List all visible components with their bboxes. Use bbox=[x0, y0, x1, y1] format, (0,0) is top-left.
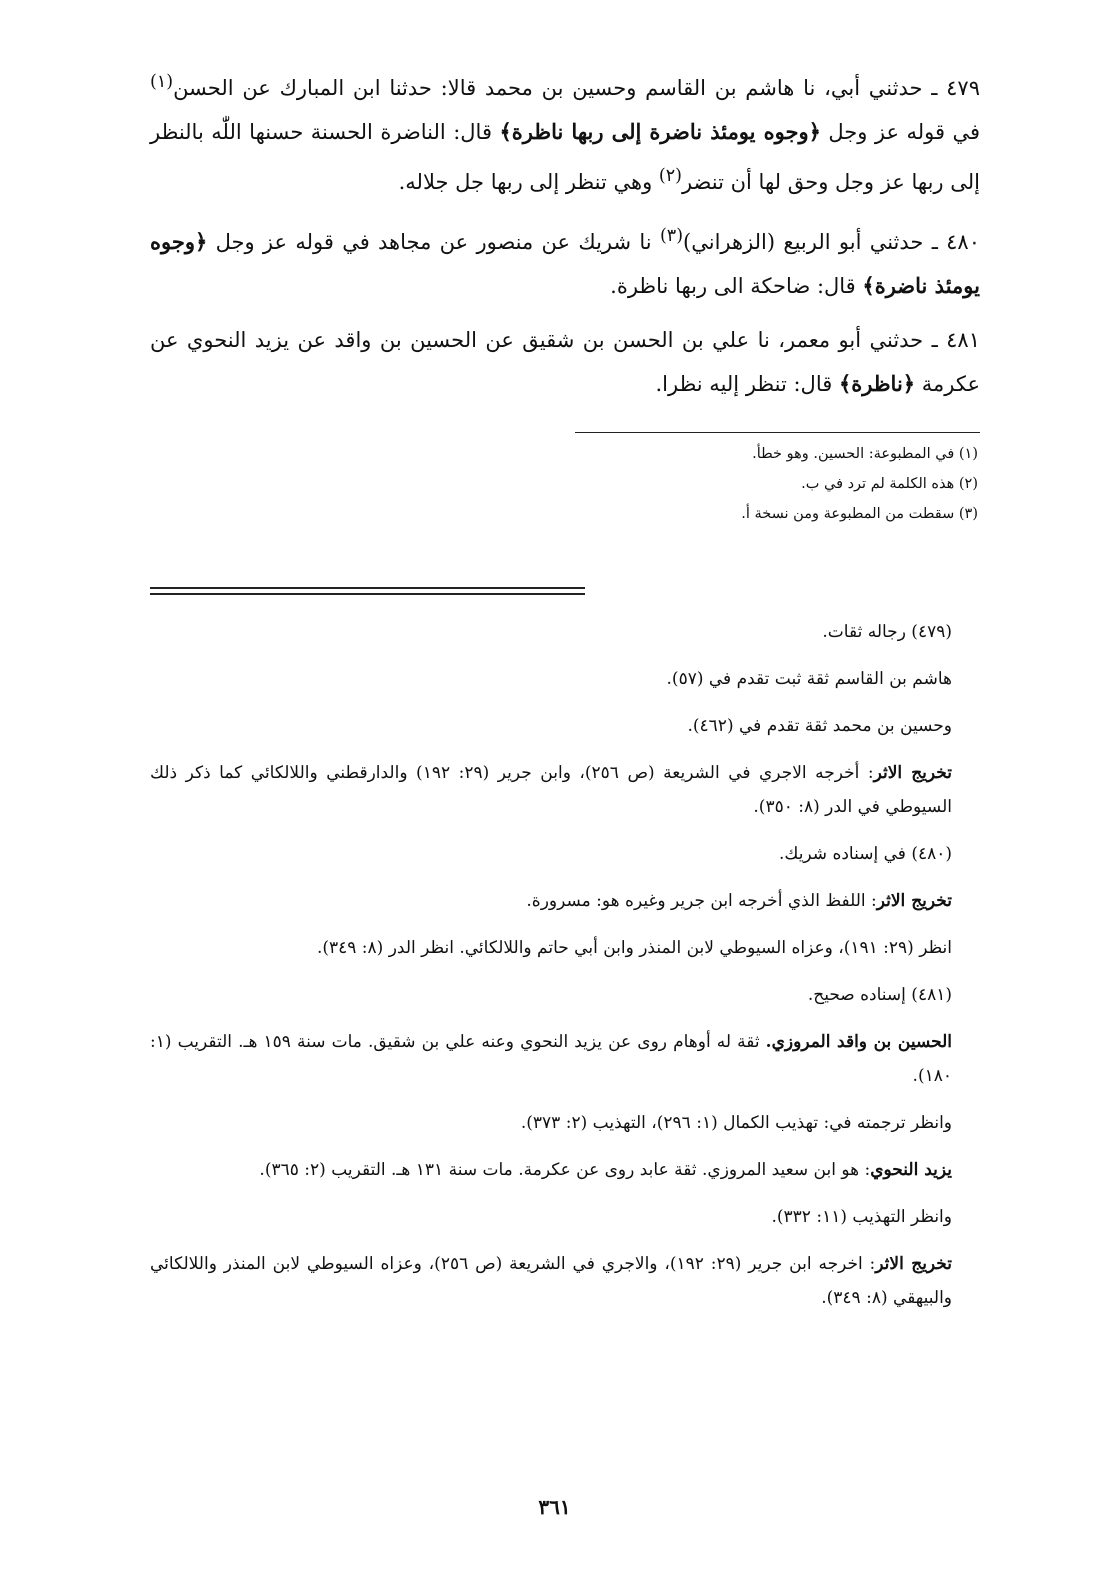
commentary-line bbox=[150, 1247, 980, 1315]
hadith-text: ٤٧٩ ـ حدثني أبي، نا هاشم بن القاسم وحسين بن محمد قالا: حدثنا ابن المبارك عن الحسن bbox=[173, 76, 980, 100]
commentary-line: وحسين بن محمد ثقة تقدم في (٤٦٢). bbox=[687, 716, 952, 736]
commentary-text: : أخرجه الاجري في الشريعة (ص ٢٥٦)، وابن جرير (٢٩: ١٩٢) والدارقطني واللالكائي كما ذكر ذلك السيوطي في الدر (٨: ٣٥٠). bbox=[150, 763, 952, 817]
hadith-text: ٤٨٠ ـ حدثني أبو الربيع (الزهراني) bbox=[683, 230, 980, 254]
footnote-ref: (٢) bbox=[658, 166, 682, 186]
commentary-text: : اللفظ الذي أخرجه ابن جرير وغيره هو: مسرورة. bbox=[526, 891, 877, 911]
commentary-line bbox=[150, 884, 980, 918]
commentary-line bbox=[150, 1025, 980, 1093]
commentary-line: (٤٨٠) في إسناده شريك. bbox=[778, 844, 952, 864]
section-label: تخريج الاثر bbox=[876, 891, 952, 911]
hadith-text: ٤٨١ ـ حدثني أبو معمر، نا علي بن الحسن بن شقيق عن الحسين بن واقد عن يزيد النحوي عن عكرمة bbox=[150, 328, 980, 396]
commentary-text: ثقة له أوهام روى عن يزيد النحوي وعنه علي بن شقيق. مات سنة ١٥٩ هـ. التقريب (١: ١٨٠). bbox=[150, 1032, 952, 1086]
commentary-divider bbox=[150, 587, 585, 595]
commentary-line: وانظر ترجمته في: تهذيب الكمال (١: ٢٩٦)، التهذيب (٢: ٣٧٣). bbox=[520, 1113, 952, 1133]
commentary-text: : اخرجه ابن جرير (٢٩: ١٩٢)، والاجري في الشريعة (ص ٢٥٦)، وعزاه السيوطي لابن المنذر واللالكائي والبيهقي (٨: ٣٤٩). bbox=[150, 1254, 952, 1308]
page-body bbox=[150, 60, 980, 1328]
hadith-text: قال: ضاحكة الى ربها ناظرة. bbox=[610, 274, 863, 298]
quran-quote: ﴿وجوه يومئذ ناضرة إلى ربها ناظرة﴾ bbox=[499, 119, 821, 144]
commentary-line: انظر (٢٩: ١٩١)، وعزاه السيوطي لابن المنذر وابن أبي حاتم واللالكائي. انظر الدر (٨: ٣٤٩). bbox=[316, 938, 952, 958]
narrator-name: الحسين بن واقد المروزي. bbox=[765, 1032, 952, 1052]
footnote-2: (٢) هذه الكلمة لم ترد في ب. bbox=[801, 476, 978, 492]
section-label: تخريج الاثر bbox=[873, 763, 952, 783]
commentary-line: (٤٧٩) رجاله ثقات. bbox=[822, 622, 952, 642]
footnote-divider bbox=[575, 432, 980, 433]
hadith-text: قال: الناضرة الحسنة حسنها اللّٰه بالنظر إلى ربها عز وجل وحق لها أن تنضر bbox=[150, 120, 980, 194]
commentary-line: هاشم بن القاسم ثقة ثبت تقدم في (٥٧). bbox=[666, 669, 952, 689]
footnote-1: (١) في المطبوعة: الحسين. وهو خطأ. bbox=[752, 446, 978, 462]
hadith-480 bbox=[150, 214, 980, 308]
commentary-line bbox=[150, 756, 980, 824]
commentary-line: وانظر التهذيب (١١: ٣٣٢). bbox=[771, 1207, 952, 1227]
footnote-ref: (١) bbox=[150, 72, 174, 92]
commentary-line: (٤٨١) إسناده صحيح. bbox=[807, 985, 952, 1005]
hadith-text: قال: تنظر إليه نظرا. bbox=[655, 372, 839, 396]
hadith-text: نا شريك عن منصور عن مجاهد في قوله عز وجل bbox=[207, 230, 660, 254]
hadith-text: في قوله عز وجل bbox=[820, 120, 980, 144]
hadith-481 bbox=[150, 318, 980, 406]
commentary-text: : هو ابن سعيد المروزي. ثقة عابد روى عن عكرمة. مات سنة ١٣١ هـ. التقريب (٢: ٣٦٥). bbox=[259, 1160, 871, 1180]
hadith-text: وهي تنظر إلى ربها جل جلاله. bbox=[398, 170, 659, 194]
footnote-ref: (٣) bbox=[659, 226, 684, 246]
page-number: ٣٦١ bbox=[538, 1495, 571, 1519]
section-label: تخريج الاثر bbox=[875, 1254, 953, 1274]
quran-quote: ﴿وجوه يومئذ ناضرة﴾ bbox=[150, 229, 980, 298]
commentary-line bbox=[150, 1153, 980, 1187]
quran-quote: ﴿ناظرة﴾ bbox=[838, 371, 916, 396]
footnote-3: (٣) سقطت من المطبوعة ومن نسخة أ. bbox=[741, 506, 978, 522]
hadith-479 bbox=[150, 60, 980, 204]
narrator-name: يزيد النحوي bbox=[870, 1160, 952, 1180]
